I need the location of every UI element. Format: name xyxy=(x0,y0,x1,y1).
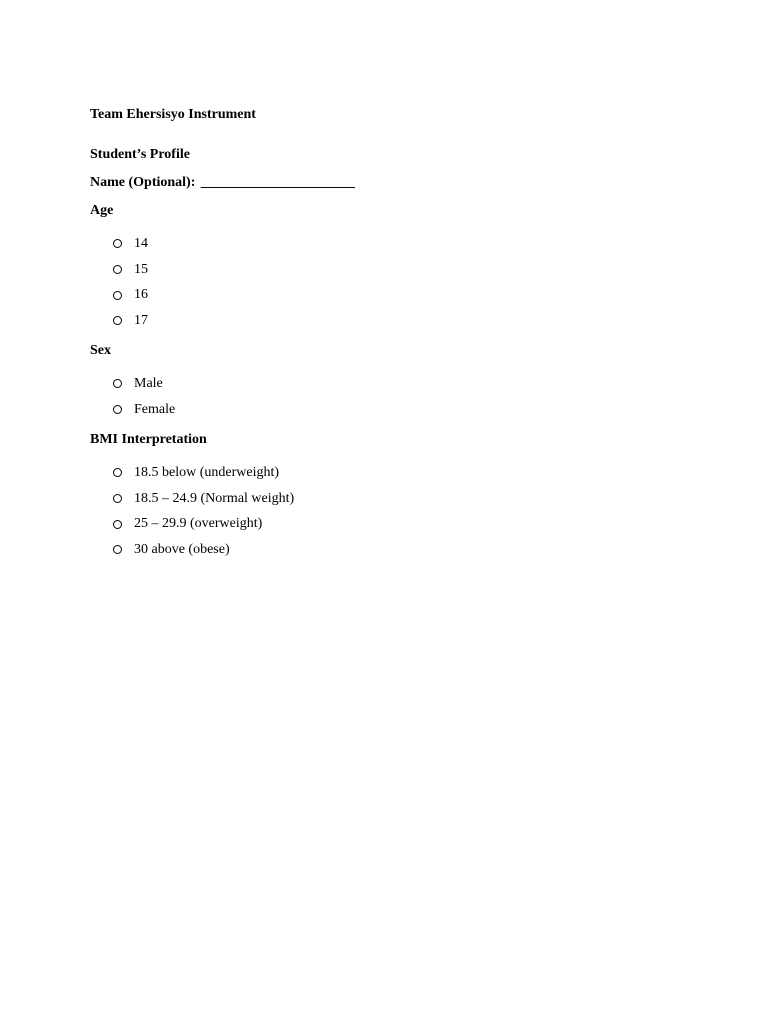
age-options-list xyxy=(113,231,148,334)
option-label: 14 xyxy=(134,235,148,251)
sex-options-list xyxy=(113,371,175,422)
option-label: 15 xyxy=(134,261,148,277)
hollow-circle-bullet-icon xyxy=(113,291,122,300)
sex-option-male xyxy=(113,371,175,397)
bmi-options-list xyxy=(113,460,294,563)
hollow-circle-bullet-icon xyxy=(113,520,122,529)
name-field-row xyxy=(90,175,355,191)
section-heading-age: Age xyxy=(90,203,114,218)
section-heading-bmi: BMI Interpretation xyxy=(90,432,207,447)
document-title: Team Ehersisyo Instrument xyxy=(90,107,256,122)
hollow-circle-bullet-icon xyxy=(113,265,122,274)
hollow-circle-bullet-icon xyxy=(113,239,122,248)
option-label: 18.5 below (underweight) xyxy=(134,464,280,480)
option-label: 30 above (obese) xyxy=(134,541,230,557)
name-field-blank: ______________________ xyxy=(200,175,355,190)
hollow-circle-bullet-icon xyxy=(113,545,122,554)
option-label: Female xyxy=(134,401,176,417)
option-label: 18.5 – 24.9 (Normal weight) xyxy=(134,490,295,506)
section-heading-sex: Sex xyxy=(90,343,111,358)
age-option-14 xyxy=(113,231,148,257)
bmi-option-overweight xyxy=(113,511,294,537)
bmi-option-underweight xyxy=(113,460,294,486)
age-option-16 xyxy=(113,282,148,308)
sex-option-female xyxy=(113,397,175,423)
hollow-circle-bullet-icon xyxy=(113,468,122,477)
option-label: 16 xyxy=(134,287,148,303)
option-label: Male xyxy=(134,375,163,391)
hollow-circle-bullet-icon xyxy=(113,494,122,503)
profile-heading: Student’s Profile xyxy=(90,147,190,162)
name-field-label: Name (Optional): xyxy=(90,175,196,190)
age-option-17 xyxy=(113,308,148,334)
bmi-option-normal xyxy=(113,486,294,512)
age-option-15 xyxy=(113,257,148,283)
bmi-option-obese xyxy=(113,537,294,563)
hollow-circle-bullet-icon xyxy=(113,379,122,388)
hollow-circle-bullet-icon xyxy=(113,405,122,414)
option-label: 17 xyxy=(134,312,148,328)
option-label: 25 – 29.9 (overweight) xyxy=(134,516,263,532)
hollow-circle-bullet-icon xyxy=(113,316,122,325)
